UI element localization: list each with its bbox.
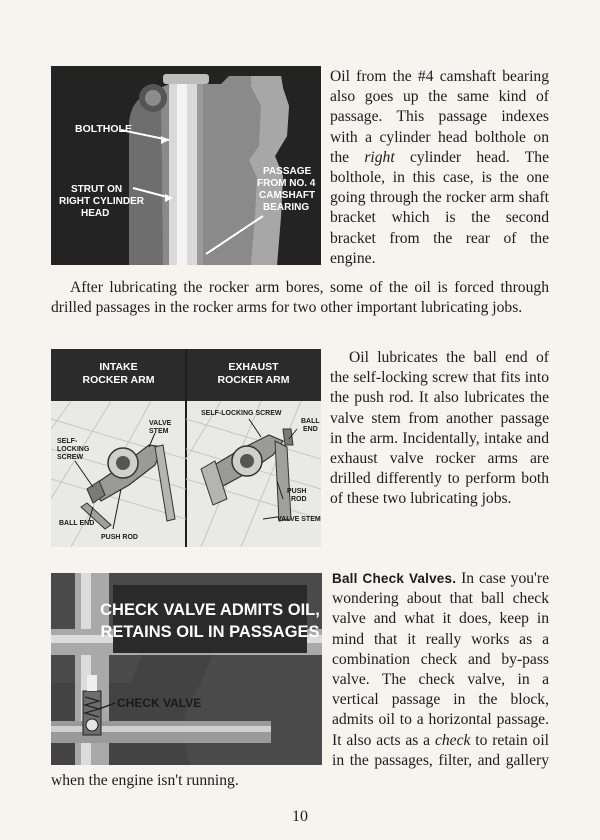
heading-ball-check-valves: Ball Check Valves. [332, 571, 457, 586]
figure-check-valve-illustration [51, 573, 322, 765]
label-strut-on-2: RIGHT CYLINDER [59, 196, 144, 207]
label-passage-4: BEARING [263, 202, 310, 213]
label-self-locking-3: SCREW [57, 454, 84, 461]
label-strut-on-3: HEAD [81, 208, 110, 219]
intake-title-2: ROCKER ARM [82, 374, 155, 386]
figure-rocker-arms [51, 349, 321, 547]
label-passage-1: PASSAGE [263, 166, 312, 177]
exhaust-title-2: ROCKER ARM [217, 374, 290, 386]
figure-bolthole-illustration [51, 66, 321, 265]
label-self-locking-1: SELF- [57, 438, 78, 445]
figure-rocker-arms-illustration [51, 349, 321, 547]
label-passage-2: FROM NO. 4 [257, 178, 316, 189]
figure-bolthole-passage [51, 66, 321, 265]
label-self-locking-right: SELF-LOCKING SCREW [201, 410, 282, 417]
label-valve-stem-right: VALVE STEM [277, 516, 321, 523]
label-ball-end-right-2: END [303, 426, 318, 433]
intake-title-1: INTAKE [99, 361, 138, 373]
check-valve-caption-1: CHECK VALVE ADMITS OIL, [100, 601, 320, 619]
paragraph-camshaft-oil: Oil from the #4 camshaft bearing also goes up the same kind of passage. This passage indexes with a cylinder head bolthole on the right cylinder head. The bolthole, in this case, is the one going through the rocker arm shaft bracket which is the second bracket from the rear of the engine. [330, 68, 549, 267]
label-check-valve: CHECK VALVE [117, 696, 202, 710]
label-valve-stem-1: VALVE [149, 420, 172, 427]
paragraph-rocker-arm-bores: After lubricating the rocker arm bores, some of the oil is forced through drilled passages in the rocker arms for two other important lubricating jobs. [51, 279, 549, 317]
label-bolthole: BOLTHOLE [75, 123, 132, 135]
paragraph-ball-check-valves: CHECK VALVE ADMITS OIL, RETAINS OIL IN PASSAGES CHECK VALVE Ball Check Valves. In case you're wondering about that ball check valve and what it does, keep in mind that it really works as a combination check and by-pass valve. The check valve, in a vertical passage in the block, admits oil to a horizontal passage. It also acts as a check to retain oil in the passages, filter, and gallery when the engine isn't running. [51, 570, 549, 790]
figure-check-valve [51, 573, 322, 765]
check-valve-caption-2: RETAINS OIL IN PASSAGES [100, 623, 320, 641]
label-strut-on-1: STRUT ON [71, 184, 123, 195]
paragraph-ball-end-lubrication: Oil lubricates the ball end of the self-locking screw that fits into the push rod. It also lubricates the valve stem from another passage in the arm. Incidentally, intake and exhaust valve rocker arms are drilled differently to perform both of these two lubricating jobs. [330, 349, 549, 508]
label-self-locking-2: LOCKING [57, 446, 90, 453]
exhaust-title-1: EXHAUST [228, 361, 279, 373]
label-ball-end-right-1: BALL [301, 418, 320, 425]
page-number: 10 [292, 808, 308, 825]
label-push-rod-right-1: PUSH [287, 488, 307, 495]
label-push-rod-right-2: ROD [291, 496, 307, 503]
label-valve-stem-2: STEM [149, 428, 169, 435]
label-ball-end: BALL END [59, 520, 95, 527]
label-push-rod: PUSH ROD [101, 534, 138, 541]
label-passage-3: CAMSHAFT [259, 190, 316, 201]
